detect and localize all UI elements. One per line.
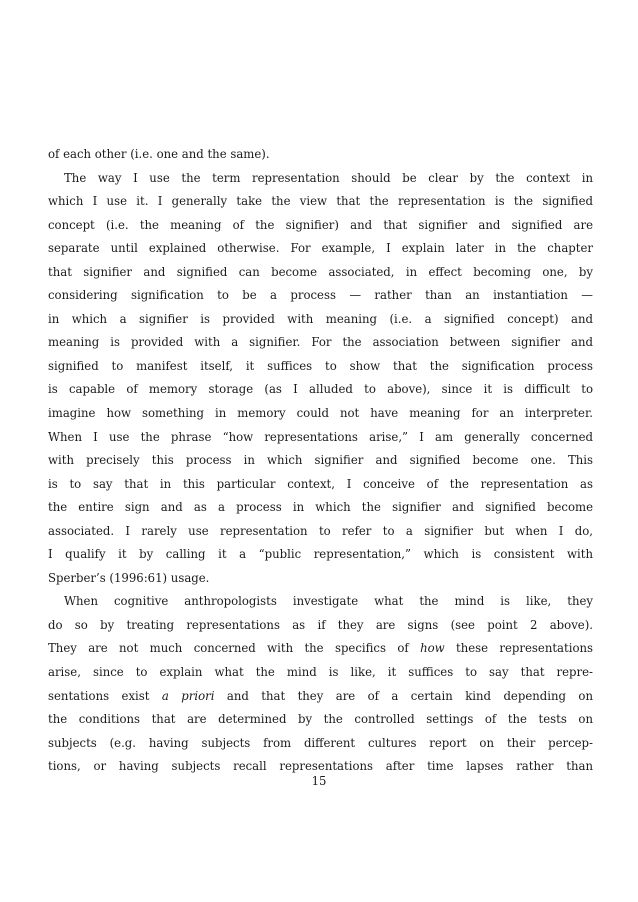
- text-line: which I use it. I generally take the view that the representation is the signified: [48, 194, 593, 209]
- text-line: When I use the phrase “how representations arise,” I am generally concerned: [48, 429, 593, 444]
- text-segment: and that they are of a certain kind depending on: [214, 688, 593, 703]
- text-line: arise, since to explain what the mind is like, it suffices to say that repre-: [48, 665, 593, 680]
- text-segment: sentations exist: [48, 688, 162, 703]
- text-line: meaning is provided with a signifier. For the association between signifier and: [48, 335, 593, 350]
- text-line: imagine how something in memory could not have meaning for an interpreter.: [48, 406, 593, 421]
- text-line: concept (i.e. the meaning of the signifier) and that signifier and signified are: [48, 217, 593, 232]
- text-line-with-emphasis: [48, 637, 593, 661]
- text-line: the entire sign and as a process in which the signifier and signified become: [48, 500, 593, 515]
- text-line: tions, or having subjects recall representations after time lapses rather than: [48, 759, 593, 774]
- text-line: associated. I rarely use representation to refer to a signifier but when I do,: [48, 523, 593, 538]
- text-line: is capable of memory storage (as I alluded to above), since it is difficult to: [48, 382, 593, 397]
- text-line: Sperber’s (1996:61) usage.: [48, 570, 210, 585]
- text-line: I qualify it by calling it a “public representation,” which is consistent with: [48, 547, 593, 562]
- text-line: with precisely this process in which signifier and signified become one. This: [48, 453, 593, 468]
- emphasis-how: how: [420, 641, 445, 656]
- text-line: is to say that in this particular context, I conceive of the representation as: [48, 476, 593, 491]
- text-line: subjects (e.g. having subjects from different cultures report on their percep-: [48, 735, 593, 750]
- text-line: the conditions that are determined by the controlled settings of the tests on: [48, 712, 593, 727]
- text-segment: these representations: [444, 641, 594, 656]
- text-line: considering signification to be a process — rather than an instantiation —: [48, 288, 593, 303]
- text-line: The way I use the term representation should be clear by the context in: [64, 170, 593, 185]
- body-text: [48, 143, 593, 779]
- text-line: When cognitive anthropologists investigate what the mind is like, they: [64, 594, 593, 609]
- text-line: signified to manifest itself, it suffices to show that the signification process: [48, 358, 593, 373]
- text-line: that signifier and signified can become associated, in effect becoming one, by: [48, 264, 593, 279]
- text-line: of each other (i.e. one and the same).: [48, 147, 270, 161]
- emphasis-a-priori: a priori: [161, 688, 215, 703]
- text-line: do so by treating representations as if they are signs (see point 2 above).: [48, 617, 593, 632]
- page-number: 15: [311, 774, 327, 788]
- text-line: in which a signifier is provided with meaning (i.e. a signified concept) and: [48, 311, 593, 326]
- text-line: separate until explained otherwise. For example, I explain later in the chapter: [48, 241, 593, 256]
- text-segment: They are not much concerned with the specifics of: [48, 641, 421, 656]
- text-line-with-emphasis: [48, 685, 593, 709]
